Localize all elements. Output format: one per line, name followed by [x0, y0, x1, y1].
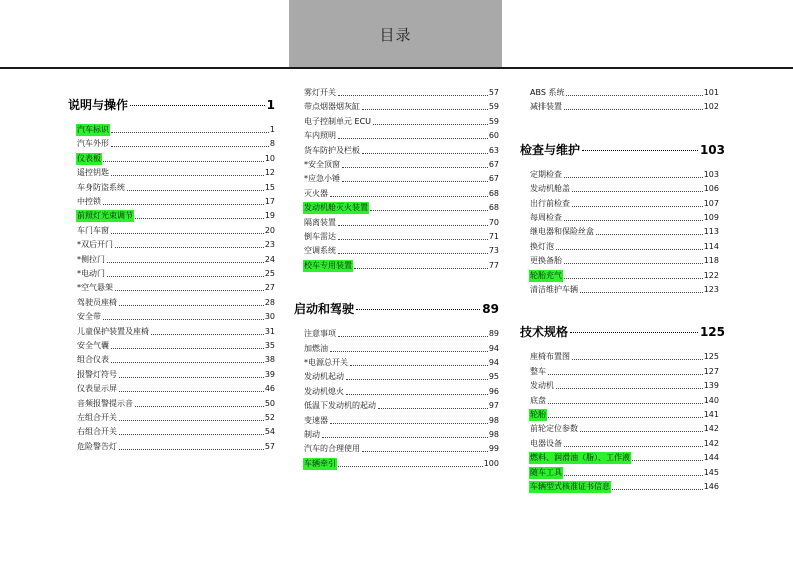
dot-leader [115, 247, 264, 248]
entry-page-number: 144 [703, 453, 719, 463]
entry-page-number: 24 [264, 254, 275, 264]
entry-page-number: 127 [703, 366, 719, 376]
dot-leader [346, 379, 488, 380]
toc-entry[interactable] [529, 87, 719, 99]
entry-label: 随车工具 [530, 467, 562, 477]
entry-page-number: 123 [703, 285, 719, 294]
entry-label: 安全带 [77, 312, 101, 322]
toc-entry[interactable] [303, 343, 499, 355]
dot-leader [556, 388, 703, 389]
toc-entry[interactable] [303, 217, 499, 229]
entry-page-number: 1 [269, 125, 275, 134]
dot-leader [342, 181, 488, 182]
entry-label: 继电器和保险丝盒 [530, 227, 594, 237]
dot-leader [330, 196, 488, 197]
toc-entry[interactable] [303, 173, 499, 185]
entry-label: 倒车雷达 [304, 232, 336, 241]
dot-leader [564, 220, 703, 221]
dot-leader [111, 146, 269, 147]
section-title: 启动和驾驶 [294, 302, 355, 317]
dot-leader [135, 218, 264, 219]
dot-leader [338, 95, 488, 96]
dot-leader [103, 161, 264, 162]
entry-page-number: 59 [488, 116, 499, 126]
toc-entry[interactable] [303, 101, 499, 113]
dot-leader [338, 466, 483, 467]
section-title: 说明与操作 [68, 98, 129, 112]
entry-label: 更换备胎 [530, 256, 562, 266]
dot-leader [330, 423, 488, 424]
dot-leader [338, 336, 488, 337]
toc-section-heading[interactable] [68, 97, 275, 113]
entry-page-number: 118 [703, 256, 719, 266]
toc-entry[interactable] [529, 481, 719, 493]
dot-leader [127, 190, 264, 191]
toc-entry[interactable] [303, 429, 499, 441]
dot-leader [115, 290, 264, 291]
dot-leader [362, 153, 488, 154]
toc-entry[interactable] [76, 254, 275, 266]
entry-label: 电器设备 [530, 438, 562, 448]
dot-leader [338, 239, 488, 240]
entry-label: 发动机舱灭火装置 [304, 203, 368, 213]
dot-leader [356, 309, 480, 310]
entry-label: 隔离装置 [304, 217, 336, 227]
entry-page-number: 52 [264, 413, 275, 422]
entry-page-number: 103 [703, 169, 719, 179]
toc-entry[interactable] [529, 366, 719, 378]
toc-entry[interactable] [76, 383, 275, 395]
entry-label: 中控锁 [77, 197, 101, 206]
toc-entry[interactable] [76, 426, 275, 438]
entry-page-number: 94 [488, 358, 499, 367]
entry-page-number: 39 [264, 369, 275, 379]
toc-entry[interactable] [303, 328, 499, 340]
entry-label: 出行前检查 [530, 198, 570, 208]
entry-page-number: 89 [488, 329, 499, 339]
toc-entry[interactable] [303, 245, 499, 257]
entry-page-number: 98 [488, 415, 499, 425]
entry-page-number: 107 [703, 198, 719, 208]
dot-leader [119, 377, 264, 378]
toc-entry[interactable] [303, 458, 499, 470]
toc-entry[interactable] [529, 284, 719, 296]
entry-label: 发动机舱盖 [530, 184, 570, 194]
entry-page-number: 54 [264, 427, 275, 437]
entry-label: 汽车标识 [77, 125, 109, 134]
dot-leader [338, 253, 488, 254]
entry-label: *安全顶窗 [304, 160, 340, 169]
toc-entry[interactable] [76, 210, 275, 222]
entry-page-number: 73 [488, 246, 499, 256]
toc-entry[interactable] [303, 202, 499, 214]
section-title: 技术规格 [520, 325, 569, 340]
entry-page-number: 57 [488, 88, 499, 97]
dot-leader [338, 138, 488, 139]
toc-entry[interactable] [303, 386, 499, 398]
entry-label: 仪表显示屏 [77, 384, 117, 394]
entry-label: 减排装置 [530, 102, 562, 112]
dot-leader [596, 234, 703, 235]
entry-page-number: 98 [488, 430, 499, 439]
toc-entry[interactable] [303, 260, 499, 272]
dot-leader [346, 394, 488, 395]
dot-leader [564, 446, 703, 447]
entry-page-number: 12 [264, 168, 275, 178]
dot-leader [362, 109, 488, 110]
entry-label: 发动机 [530, 381, 554, 391]
entry-label: 汽车外形 [77, 139, 109, 149]
toc-entry[interactable] [76, 340, 275, 352]
entry-label: 轮胎充气 [530, 270, 562, 280]
entry-label: 低温下发动机的起动 [304, 401, 376, 411]
entry-page-number: 142 [703, 438, 719, 448]
entry-page-number: 114 [703, 241, 719, 251]
entry-label: 危险警告灯 [77, 441, 117, 451]
entry-label: 组合仪表 [77, 355, 109, 365]
entry-page-number: 31 [264, 326, 275, 336]
dot-leader [330, 351, 488, 352]
header-rule [0, 67, 793, 69]
entry-label: 注意事项 [304, 329, 336, 339]
dot-leader [373, 124, 488, 125]
entry-label: 左组合开关 [77, 413, 117, 422]
toc-entry[interactable] [529, 241, 719, 253]
entry-label: 前照灯光束调节 [77, 211, 133, 221]
entry-page-number: 125 [703, 352, 719, 362]
entry-page-number: 50 [264, 398, 275, 408]
entry-label: 前轮定位参数 [530, 424, 578, 434]
entry-page-number: 20 [264, 225, 275, 235]
entry-page-number: 96 [488, 386, 499, 396]
entry-label: 车辆型式核准证书信息 [530, 482, 610, 491]
toc-entry[interactable] [529, 438, 719, 450]
toc-entry[interactable] [529, 380, 719, 392]
entry-label: 车内照明 [304, 131, 336, 141]
entry-label: *电动门 [77, 269, 105, 278]
entry-label: 校车专用装置 [304, 260, 352, 270]
entry-page-number: 10 [264, 153, 275, 163]
dot-leader [378, 408, 488, 409]
section-page-number: 125 [699, 325, 725, 340]
toc-entry[interactable] [76, 138, 275, 150]
entry-label: 变速器 [304, 415, 328, 425]
dot-leader [338, 225, 488, 226]
toc-entry[interactable] [529, 409, 719, 421]
dot-leader [564, 278, 703, 279]
toc-entry[interactable] [76, 311, 275, 323]
toc-entry[interactable] [303, 357, 499, 369]
entry-page-number: 28 [264, 297, 275, 307]
toc-section-heading[interactable] [294, 301, 499, 317]
dot-leader [350, 365, 488, 366]
toc-entry[interactable] [76, 369, 275, 381]
entry-label: 仪表板 [77, 153, 101, 163]
toc-entry[interactable] [529, 452, 719, 464]
entry-page-number: 106 [703, 184, 719, 194]
dot-leader [572, 359, 703, 360]
dot-leader [566, 95, 702, 96]
dot-leader [111, 233, 264, 234]
entry-page-number: 97 [488, 401, 499, 411]
entry-page-number: 145 [703, 467, 719, 477]
entry-page-number: 142 [703, 424, 719, 434]
entry-page-number: 146 [703, 482, 719, 491]
dot-leader [564, 177, 703, 178]
toc-section-heading[interactable] [520, 324, 725, 340]
entry-page-number: 30 [264, 312, 275, 322]
toc-entry[interactable] [76, 412, 275, 424]
toc-entry[interactable] [303, 371, 499, 383]
dot-leader [135, 406, 264, 407]
toc-entry[interactable] [529, 467, 719, 479]
entry-label: 驾驶员座椅 [77, 297, 117, 307]
dot-leader [564, 263, 703, 264]
dot-leader [119, 305, 264, 306]
section-title: 检查与维护 [520, 142, 581, 157]
entry-label: 货车防护及栏板 [304, 145, 360, 155]
entry-page-number: 60 [488, 131, 499, 141]
entry-page-number: 67 [488, 174, 499, 184]
dot-leader [632, 460, 703, 461]
dot-leader [322, 437, 488, 438]
toc-entry[interactable] [76, 282, 275, 294]
entry-page-number: 67 [488, 160, 499, 169]
toc-entry[interactable] [76, 268, 275, 280]
entry-label: 右组合开关 [77, 427, 117, 437]
toc-entry[interactable] [529, 198, 719, 210]
entry-label: 车门车窗 [77, 225, 109, 235]
entry-label: 遥控钥匙 [77, 168, 109, 178]
toc-entry[interactable] [529, 101, 719, 113]
dot-leader [572, 206, 703, 207]
dot-leader [354, 268, 488, 269]
dot-leader [570, 332, 698, 333]
entry-label: 汽车的合理使用 [304, 444, 360, 454]
toc-section-heading[interactable] [520, 142, 725, 158]
dot-leader [119, 434, 264, 435]
entry-label: 发动机熄火 [304, 386, 344, 396]
toc-entry[interactable] [303, 87, 499, 99]
dot-leader [342, 167, 488, 168]
entry-page-number: 19 [264, 211, 275, 221]
toc-entry[interactable] [529, 423, 719, 435]
section-page-number: 89 [482, 302, 499, 317]
dot-leader [580, 431, 703, 432]
entry-label: 底盘 [530, 395, 546, 405]
entry-label: 空调系统 [304, 246, 336, 256]
toc-entry[interactable] [76, 153, 275, 165]
entry-page-number: 25 [264, 269, 275, 278]
entry-page-number: 68 [488, 203, 499, 213]
entry-label: 制动 [304, 430, 320, 439]
toc-entry[interactable] [303, 130, 499, 142]
dot-leader [103, 319, 264, 320]
toc-entry[interactable] [303, 443, 499, 455]
entry-label: *空气悬架 [77, 283, 113, 293]
page-title: 目录 [379, 25, 412, 44]
dot-leader [548, 403, 703, 404]
entry-label: 加燃油 [304, 343, 328, 353]
toc-entry[interactable] [529, 212, 719, 224]
toc-entry[interactable] [76, 326, 275, 338]
toc-entry[interactable] [529, 395, 719, 407]
entry-label: 带点烟器烟灰缸 [304, 102, 360, 112]
dot-leader [151, 334, 264, 335]
dot-leader [111, 132, 269, 133]
entry-label: 定期检查 [530, 169, 562, 179]
dot-leader [612, 489, 703, 490]
toc-entry[interactable] [76, 398, 275, 410]
entry-label: *应急小锤 [304, 174, 340, 184]
dot-leader [130, 105, 265, 106]
entry-page-number: 141 [703, 410, 719, 419]
dot-leader [564, 109, 703, 110]
entry-page-number: 38 [264, 355, 275, 365]
dot-leader [564, 475, 703, 476]
entry-page-number: 15 [264, 182, 275, 192]
entry-page-number: 139 [703, 381, 719, 391]
entry-label: 灭火器 [304, 188, 328, 198]
toc-entry[interactable] [303, 145, 499, 157]
dot-leader [548, 374, 703, 375]
entry-page-number: 122 [703, 270, 719, 280]
entry-label: 车辆牵引 [304, 458, 336, 468]
toc-entry[interactable] [529, 255, 719, 267]
dot-leader [362, 451, 488, 452]
dot-leader [111, 362, 264, 363]
entry-label: 燃料、润滑油（脂）、工作液 [530, 453, 630, 463]
dot-leader [119, 449, 264, 450]
dot-leader [370, 210, 488, 211]
entry-page-number: 57 [264, 441, 275, 451]
entry-page-number: 59 [488, 102, 499, 112]
dot-leader [582, 150, 698, 151]
page-title-tab [289, 0, 502, 68]
entry-label: 电子控制单元 ECU [304, 116, 372, 126]
toc-entry[interactable] [76, 124, 275, 136]
toc-entry[interactable] [76, 354, 275, 366]
dot-leader [111, 348, 264, 349]
entry-page-number: 46 [264, 384, 275, 394]
entry-label: 座椅布置图 [530, 352, 570, 362]
toc-entry[interactable] [529, 270, 719, 282]
entry-page-number: 63 [488, 145, 499, 155]
entry-page-number: 102 [703, 102, 719, 112]
toc-entry[interactable] [76, 239, 275, 251]
toc-entry[interactable] [529, 169, 719, 181]
entry-page-number: 27 [264, 283, 275, 293]
section-page-number: 103 [699, 142, 725, 157]
entry-page-number: 101 [703, 88, 719, 97]
entry-label: 音频报警提示音 [77, 398, 133, 408]
dot-leader [548, 417, 703, 418]
toc-entry[interactable] [303, 188, 499, 200]
toc-entry[interactable] [303, 159, 499, 171]
entry-label: 整车 [530, 366, 546, 376]
entry-label: *电源总开关 [304, 358, 348, 367]
toc-entry[interactable] [529, 226, 719, 238]
section-page-number: 1 [266, 98, 275, 112]
toc-entry[interactable] [76, 297, 275, 309]
entry-page-number: 17 [264, 197, 275, 206]
entry-label: 清洁维护车辆 [530, 285, 578, 294]
entry-page-number: 8 [269, 139, 275, 149]
toc-entry[interactable] [303, 116, 499, 128]
entry-label: 安全气囊 [77, 341, 109, 350]
entry-page-number: 99 [488, 444, 499, 454]
entry-label: 每周检查 [530, 213, 562, 222]
entry-label: 发动机起动 [304, 372, 344, 382]
dot-leader [111, 175, 264, 176]
dot-leader [580, 292, 703, 293]
entry-page-number: 23 [264, 240, 275, 250]
entry-page-number: 71 [488, 232, 499, 241]
toc-entry[interactable] [303, 231, 499, 243]
toc-entry[interactable] [76, 196, 275, 208]
entry-page-number: 100 [483, 458, 499, 468]
toc-entry[interactable] [76, 441, 275, 453]
entry-page-number: 109 [703, 213, 719, 222]
entry-label: 儿童保护装置及座椅 [77, 326, 149, 336]
toc-entry[interactable] [529, 351, 719, 363]
toc-entry[interactable] [76, 182, 275, 194]
entry-page-number: 94 [488, 343, 499, 353]
dot-leader [107, 262, 264, 263]
dot-leader [103, 204, 264, 205]
dot-leader [107, 276, 264, 277]
entry-label: 车身防盗系统 [77, 182, 125, 192]
dot-leader [119, 420, 264, 421]
entry-page-number: 77 [488, 260, 499, 270]
entry-label: *侧拉门 [77, 254, 105, 264]
toc-entry[interactable] [303, 400, 499, 412]
entry-label: ABS 系统 [530, 88, 565, 97]
toc-entry[interactable] [303, 415, 499, 427]
dot-leader [572, 191, 703, 192]
entry-page-number: 113 [703, 227, 719, 237]
dot-leader [556, 249, 703, 250]
entry-label: 换灯泡 [530, 241, 554, 251]
toc-entry[interactable] [76, 167, 275, 179]
entry-page-number: 95 [488, 372, 499, 382]
toc-entry[interactable] [529, 183, 719, 195]
entry-label: 雾灯开关 [304, 88, 336, 97]
entry-label: 轮胎 [530, 410, 546, 419]
entry-page-number: 68 [488, 188, 499, 198]
entry-page-number: 140 [703, 395, 719, 405]
toc-entry[interactable] [76, 225, 275, 237]
entry-page-number: 70 [488, 217, 499, 227]
entry-label: *双后开门 [77, 240, 113, 250]
entry-page-number: 35 [264, 341, 275, 350]
dot-leader [119, 391, 264, 392]
entry-label: 报警灯符号 [77, 369, 117, 379]
